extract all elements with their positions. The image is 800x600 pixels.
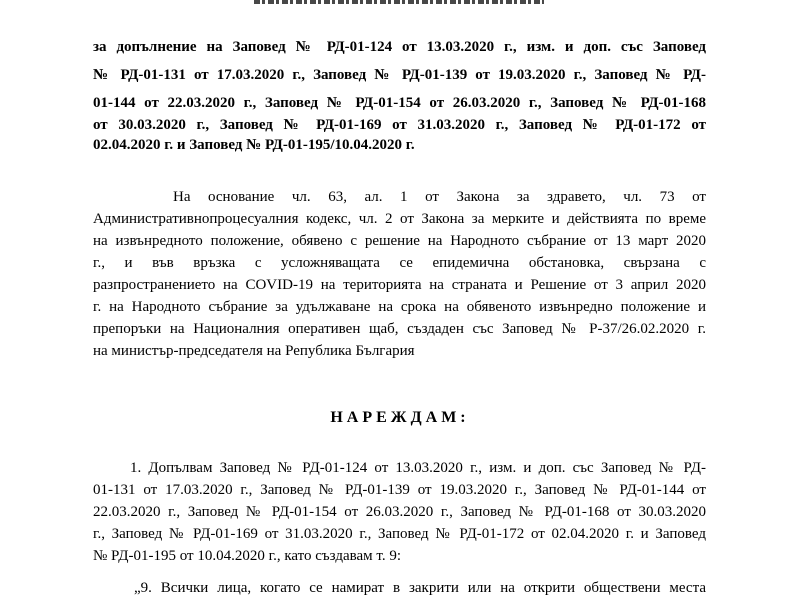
cropped-title-ink [254, 0, 544, 4]
basis-line: препоръки на Националния оперативен щаб, създаден със Заповед № Р-37/26.02.2020 г. [93, 321, 706, 337]
subject-line: № РД-01-131 от 17.03.2020 г., Заповед № РД-01-139 от 19.03.2020 г., Заповед № РД- [93, 67, 706, 83]
subject-line: от 30.03.2020 г., Заповед № РД-01-169 от 31.03.2020 г., Заповед № РД-01-172 от [93, 117, 706, 133]
order-heading: НАРЕЖДАМ: [330, 409, 470, 426]
basis-line: разпространението на COVID-19 на територията на страната и Решение от 3 април 2020 [93, 277, 706, 293]
basis-line: Административнопроцесуалния кодекс, чл. 2 от Закона за мерките и действията по време [93, 211, 706, 227]
basis-line: г. на Народното събрание за удължаване на срока на обявеното извънредно положение и [93, 299, 706, 315]
basis-line: на министър-председателя на Република България [93, 343, 415, 359]
subject-line: 02.04.2020 г. и Заповед № РД-01-195/10.04.2020 г. [93, 137, 415, 153]
basis-line: на извънредното положение, обявено с решение на Народното събрание от 13 март 2020 [93, 233, 706, 249]
basis-line: На основание чл. 63, ал. 1 от Закона за здравето, чл. 73 от [173, 189, 706, 205]
item-line: 01-131 от 17.03.2020 г., Заповед № РД-01-139 от 19.03.2020 г., Заповед № РД-01-144 от [93, 482, 706, 498]
basis-line: г., и във връзка с усложняващата се епидемична обстановка, свързана с [93, 255, 706, 271]
item-line: 1. Допълвам Заповед № РД-01-124 от 13.03.2020 г., изм. и доп. със Заповед № РД- [130, 460, 706, 476]
item-line: г., Заповед № РД-01-169 от 31.03.2020 г., Заповед № РД-01-172 от 02.04.2020 г. и Заповед [93, 526, 706, 542]
subject-line: за допълнение на Заповед № РД-01-124 от 13.03.2020 г., изм. и доп. със Заповед [93, 39, 706, 55]
item-line: 22.03.2020 г., Заповед № РД-01-154 от 26.03.2020 г., Заповед № РД-01-168 от 30.03.2020 [93, 504, 706, 520]
subject-line: 01-144 от 22.03.2020 г., Заповед № РД-01-154 от 26.03.2020 г., Заповед № РД-01-168 [93, 95, 706, 111]
item-line: № РД-01-195 от 10.04.2020 г., като създавам т. 9: [93, 548, 401, 564]
quoted-point-9: „9. Всички лица, когато се намират в закрити или на открити обществени места [134, 580, 706, 596]
cropped-title-fragment [254, 0, 544, 4]
